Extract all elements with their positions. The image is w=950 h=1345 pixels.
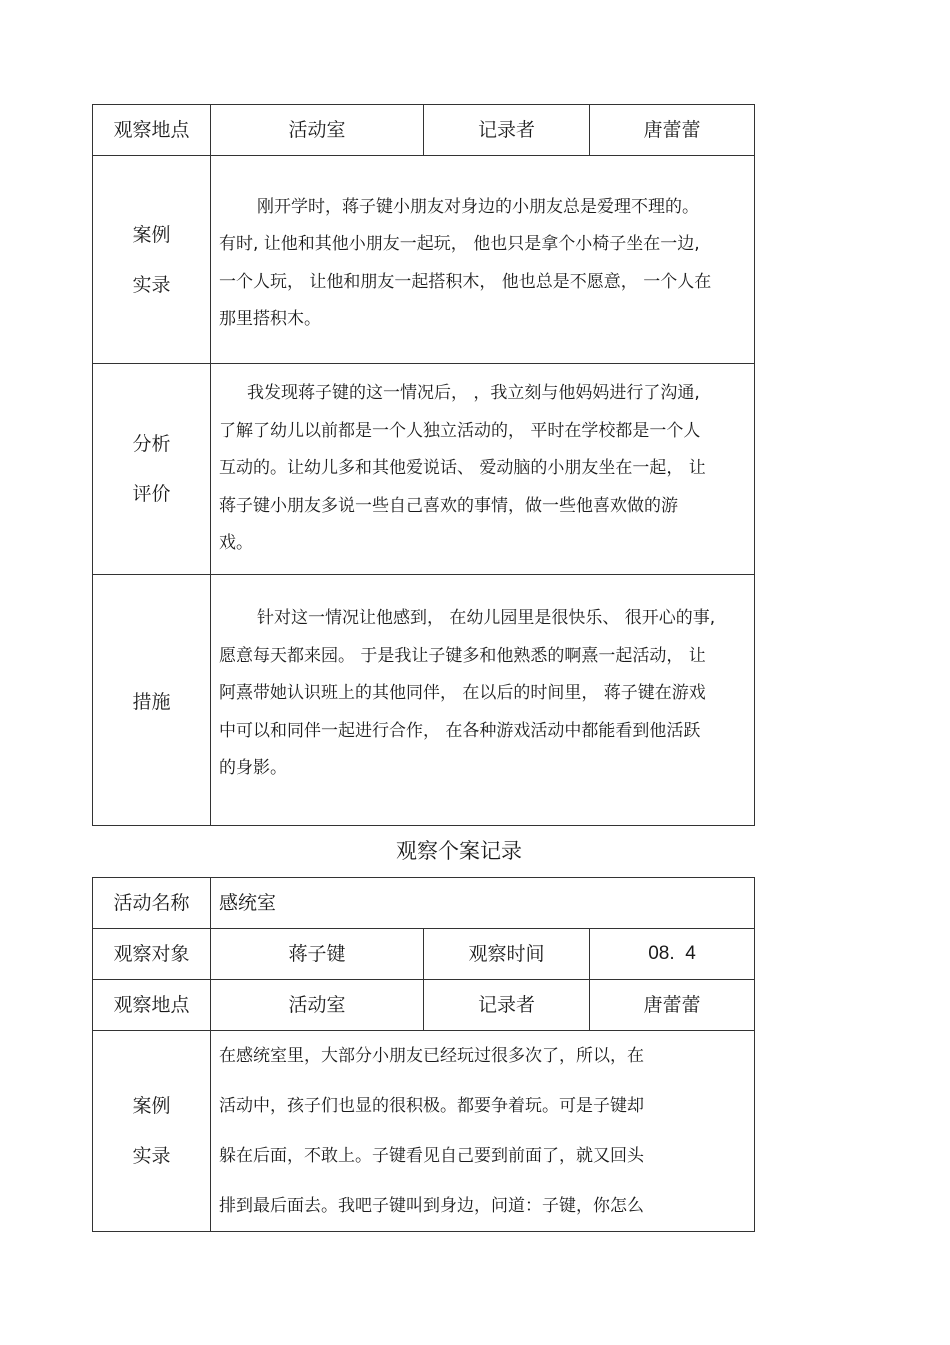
measures-line: 阿熹带她认识班上的其他同伴， 在以后的时间里， 蒋子键在游戏 bbox=[219, 683, 706, 704]
analysis-line: 蒋子键小朋友多说一些自己喜欢的事情，做一些他喜欢做的游 bbox=[219, 495, 678, 516]
measures-line: 中可以和同伴一起进行合作， 在各种游戏活动中都能看到他活跃 bbox=[219, 720, 701, 741]
case-line: 躲在后面，不敢上。子键看见自己要到前面了，就又回头 bbox=[219, 1146, 644, 1166]
case-row bbox=[93, 1031, 755, 1232]
activity-row bbox=[93, 878, 755, 929]
measures-line: 针对这一情况让他感到， 在幼儿园里是很快乐、 很开心的事, bbox=[257, 608, 716, 629]
measures-line: 的身影。 bbox=[219, 758, 287, 779]
time-value: 08. 4 bbox=[590, 929, 755, 980]
case-label-line1: 案例 bbox=[132, 223, 171, 246]
case-label-line2: 实录 bbox=[132, 273, 171, 296]
location-row bbox=[93, 980, 755, 1031]
observation-table-2 bbox=[92, 877, 755, 1232]
section-title: 观察个案记录 bbox=[396, 839, 522, 863]
analysis-label bbox=[93, 364, 211, 575]
case-content bbox=[211, 1031, 755, 1232]
measures-content bbox=[211, 575, 755, 826]
measures-label: 措施 bbox=[93, 575, 211, 826]
analysis-line: 了解了幼儿以前都是一个人独立活动的， 平时在学校都是一个人 bbox=[219, 420, 701, 441]
observation-table-1 bbox=[92, 104, 755, 826]
subject-value: 蒋子键 bbox=[211, 929, 424, 980]
location-value: 活动室 bbox=[211, 105, 424, 156]
measures-row bbox=[93, 575, 755, 826]
location-value: 活动室 bbox=[211, 980, 424, 1031]
case-label bbox=[93, 1031, 211, 1232]
case-label-line1: 案例 bbox=[132, 1095, 171, 1117]
case-content bbox=[211, 156, 755, 364]
location-label: 观察地点 bbox=[93, 105, 211, 156]
recorder-label: 记录者 bbox=[424, 980, 590, 1031]
recorder-label: 记录者 bbox=[424, 105, 590, 156]
analysis-line: 戏。 bbox=[219, 533, 253, 554]
analysis-label-line1: 分析 bbox=[132, 433, 171, 455]
case-row bbox=[93, 156, 755, 364]
case-line: 活动中，孩子们也显的很积极。都要争着玩。可是子键却 bbox=[219, 1096, 644, 1116]
case-label bbox=[93, 156, 211, 364]
case-line: 在感统室里，大部分小朋友已经玩过很多次了，所以，在 bbox=[219, 1046, 644, 1066]
activity-label: 活动名称 bbox=[93, 878, 211, 929]
analysis-label-line2: 评价 bbox=[132, 483, 171, 505]
analysis-content bbox=[211, 364, 755, 575]
time-label: 观察时间 bbox=[424, 929, 590, 980]
subject-row bbox=[93, 929, 755, 980]
case-line: 排到最后面去。我吧子键叫到身边，问道：子键，你怎么 bbox=[219, 1196, 644, 1216]
case-line: 刚开学时，蒋子键小朋友对身边的小朋友总是爱理不理的。 bbox=[257, 196, 699, 217]
analysis-row bbox=[93, 364, 755, 575]
recorder-value: 唐蕾蕾 bbox=[590, 980, 755, 1031]
case-line: 一个人玩， 让他和朋友一起搭积木， 他也总是不愿意， 一个人在 bbox=[219, 271, 712, 292]
activity-value: 感统室 bbox=[211, 878, 755, 929]
measures-line: 愿意每天都来园。 于是我让子键多和他熟悉的啊熹一起活动， 让 bbox=[219, 645, 706, 666]
recorder-value: 唐蕾蕾 bbox=[590, 105, 755, 156]
analysis-line: 我发现蒋子键的这一情况后， ，我立刻与他妈妈进行了沟通, bbox=[247, 383, 700, 404]
case-label-line2: 实录 bbox=[132, 1145, 171, 1167]
subject-label: 观察对象 bbox=[93, 929, 211, 980]
location-row bbox=[93, 105, 755, 156]
case-line: 那里搭积木。 bbox=[219, 309, 321, 329]
location-label: 观察地点 bbox=[93, 980, 211, 1031]
case-line: 有时, 让他和其他小朋友一起玩， 他也只是拿个小椅子坐在一边, bbox=[219, 234, 700, 254]
analysis-line: 互动的。让幼儿多和其他爱说话、 爱动脑的小朋友坐在一起， 让 bbox=[219, 458, 706, 479]
